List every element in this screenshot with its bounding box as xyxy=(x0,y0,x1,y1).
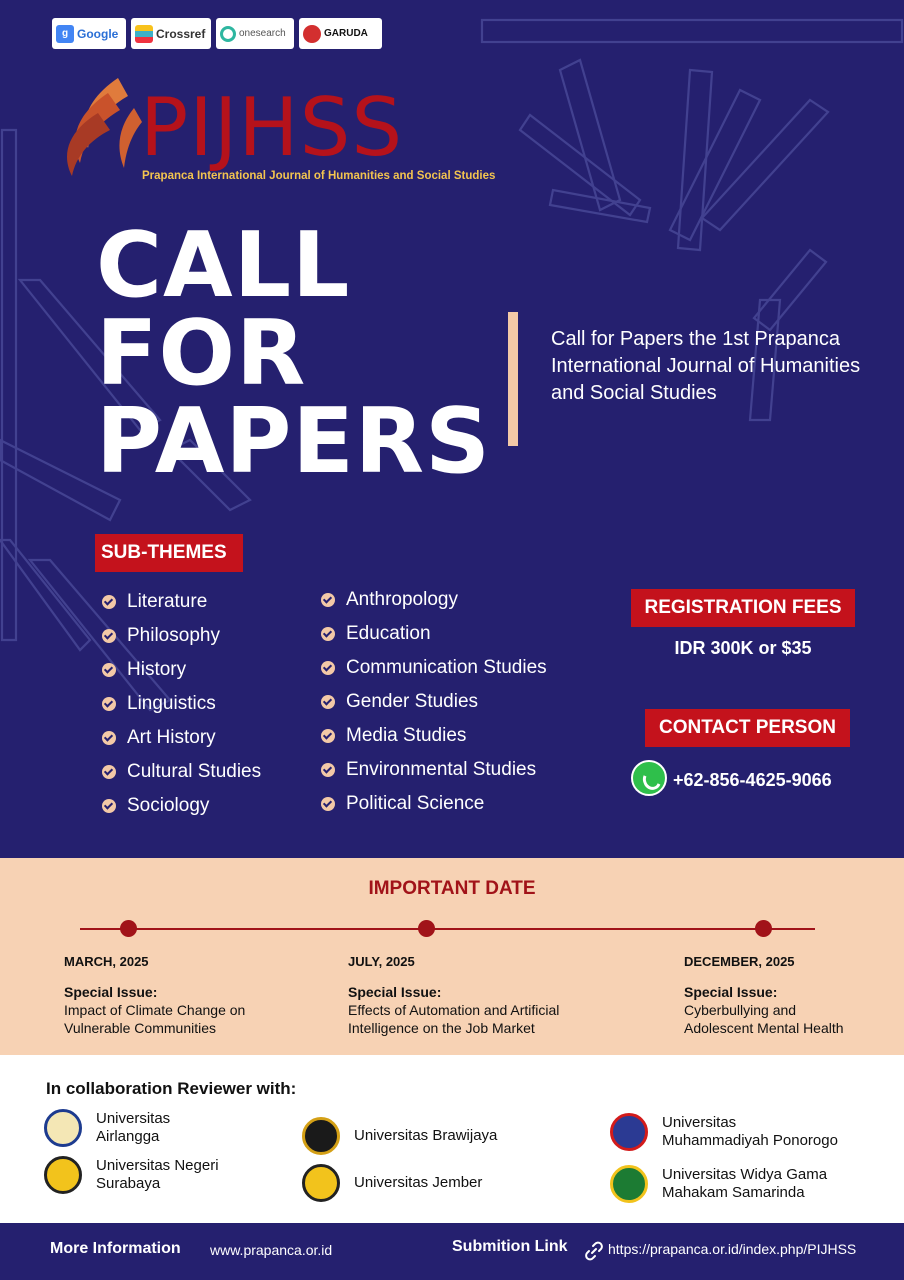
headline xyxy=(96,213,516,494)
crossref-logo: Crossref xyxy=(131,18,211,49)
list-item: Environmental Studies xyxy=(321,753,547,787)
check-circle-icon xyxy=(321,797,335,811)
timeline-event-july xyxy=(348,953,559,1037)
timeline-event-december xyxy=(684,953,844,1037)
list-item: Gender Studies xyxy=(321,685,547,719)
important-date-title: IMPORTANT DATE xyxy=(368,878,536,899)
footer xyxy=(0,1223,904,1280)
event-date: DECEMBER, 2025 xyxy=(684,954,795,969)
university-widya-gama: Universitas Widya Gama Mahakam Samarinda xyxy=(610,1165,827,1203)
check-circle-icon xyxy=(321,695,335,709)
check-circle-icon xyxy=(321,729,335,743)
event-date: MARCH, 2025 xyxy=(64,954,149,969)
headline-line: CALL xyxy=(96,213,351,318)
timeline-line xyxy=(80,928,815,930)
garuda-logo: GARUDA xyxy=(299,18,382,49)
event-topic-line: Cyberbullying and xyxy=(684,1002,797,1018)
list-item: Education xyxy=(321,617,547,651)
submission-url-link[interactable]: https://prapanca.or.id/index.php/PIJHSS xyxy=(608,1241,857,1257)
journal-flame-icon xyxy=(58,78,142,178)
indexing-logos xyxy=(52,18,382,49)
check-circle-icon xyxy=(102,629,116,643)
check-circle-icon xyxy=(102,663,116,677)
collaboration-section xyxy=(0,1055,904,1223)
university-jember: Universitas Jember xyxy=(302,1164,482,1202)
check-circle-icon xyxy=(102,799,116,813)
headline-line: PAPERS xyxy=(96,389,491,494)
contact-person-badge: CONTACT PERSON xyxy=(645,709,850,747)
sub-themes-column-1 xyxy=(102,585,261,823)
onesearch-logo: onesearch xyxy=(216,18,294,49)
list-item: Sociology xyxy=(102,789,261,823)
list-item: Philosophy xyxy=(102,619,261,653)
google-scholar-logo: g Google xyxy=(52,18,126,49)
event-label: Special Issue: xyxy=(348,984,442,1000)
list-item: Linguistics xyxy=(102,687,261,721)
timeline-dot xyxy=(120,920,137,937)
list-item: Communication Studies xyxy=(321,651,547,685)
submission-link-label: Submition Link xyxy=(452,1238,568,1255)
timeline-dot xyxy=(418,920,435,937)
google-icon: g xyxy=(56,25,74,43)
call-description: Call for Papers the 1st Prapanca International Journal of Humanities and Social Studies xyxy=(551,328,861,404)
registration-fees-badge: REGISTRATION FEES xyxy=(631,589,855,627)
timeline-event-march xyxy=(64,953,245,1037)
jember-seal-icon xyxy=(302,1164,340,1202)
headline-line: FOR xyxy=(96,301,307,406)
unesa-seal-icon xyxy=(44,1156,82,1194)
umpo-seal-icon xyxy=(610,1113,648,1151)
list-item: Literature xyxy=(102,585,261,619)
university-airlangga: Universitas Airlangga xyxy=(44,1109,170,1147)
whatsapp-icon xyxy=(631,760,667,796)
brawijaya-seal-icon xyxy=(302,1117,340,1155)
event-topic-line: Effects of Automation and Artificial xyxy=(348,1002,560,1018)
list-item: Anthropology xyxy=(321,583,547,617)
airlangga-seal-icon xyxy=(44,1109,82,1147)
website-link[interactable]: www.prapanca.or.id xyxy=(210,1242,333,1258)
crossref-icon xyxy=(135,25,153,43)
event-topic-line: Adolescent Mental Health xyxy=(684,1020,844,1036)
event-label: Special Issue: xyxy=(684,984,778,1000)
list-item: Cultural Studies xyxy=(102,755,261,789)
check-circle-icon xyxy=(102,595,116,609)
university-muhammadiyah-ponorogo: Universitas Muhammadiyah Ponorogo xyxy=(610,1113,838,1151)
timeline-dot xyxy=(755,920,772,937)
link-icon xyxy=(584,1241,604,1261)
journal-logo-title: PIJHSS xyxy=(140,81,404,174)
event-label: Special Issue: xyxy=(64,984,158,1000)
important-dates-section xyxy=(0,858,904,1055)
list-item: History xyxy=(102,653,261,687)
list-item: Media Studies xyxy=(321,719,547,753)
widya-gama-seal-icon xyxy=(610,1165,648,1203)
sub-themes-column-2 xyxy=(321,583,547,821)
contact-phone[interactable]: +62-856-4625-9066 xyxy=(673,770,832,790)
registration-fee: IDR 300K or $35 xyxy=(674,638,812,658)
university-brawijaya: Universitas Brawijaya xyxy=(302,1117,497,1155)
check-circle-icon xyxy=(321,627,335,641)
event-topic-line: Intelligence on the Job Market xyxy=(348,1020,535,1036)
check-circle-icon xyxy=(321,593,335,607)
event-topic-line: Vulnerable Communities xyxy=(64,1020,216,1036)
accent-divider xyxy=(508,312,518,446)
check-circle-icon xyxy=(321,763,335,777)
event-topic-line: Impact of Climate Change on xyxy=(64,1002,246,1018)
university-unesa: Universitas Negeri Surabaya xyxy=(44,1156,219,1194)
journal-full-name: Prapanca International Journal of Humanities and Social Studies xyxy=(142,170,496,182)
check-circle-icon xyxy=(102,731,116,745)
event-date: JULY, 2025 xyxy=(348,954,415,969)
sub-themes-badge: SUB-THEMES xyxy=(95,534,243,572)
check-circle-icon xyxy=(102,697,116,711)
garuda-icon xyxy=(303,25,321,43)
check-circle-icon xyxy=(102,765,116,779)
onesearch-icon xyxy=(220,26,236,42)
list-item: Art History xyxy=(102,721,261,755)
check-circle-icon xyxy=(321,661,335,675)
more-information-label: More Information xyxy=(50,1240,181,1257)
list-item: Political Science xyxy=(321,787,547,821)
collaboration-title: In collaboration Reviewer with: xyxy=(46,1079,297,1098)
